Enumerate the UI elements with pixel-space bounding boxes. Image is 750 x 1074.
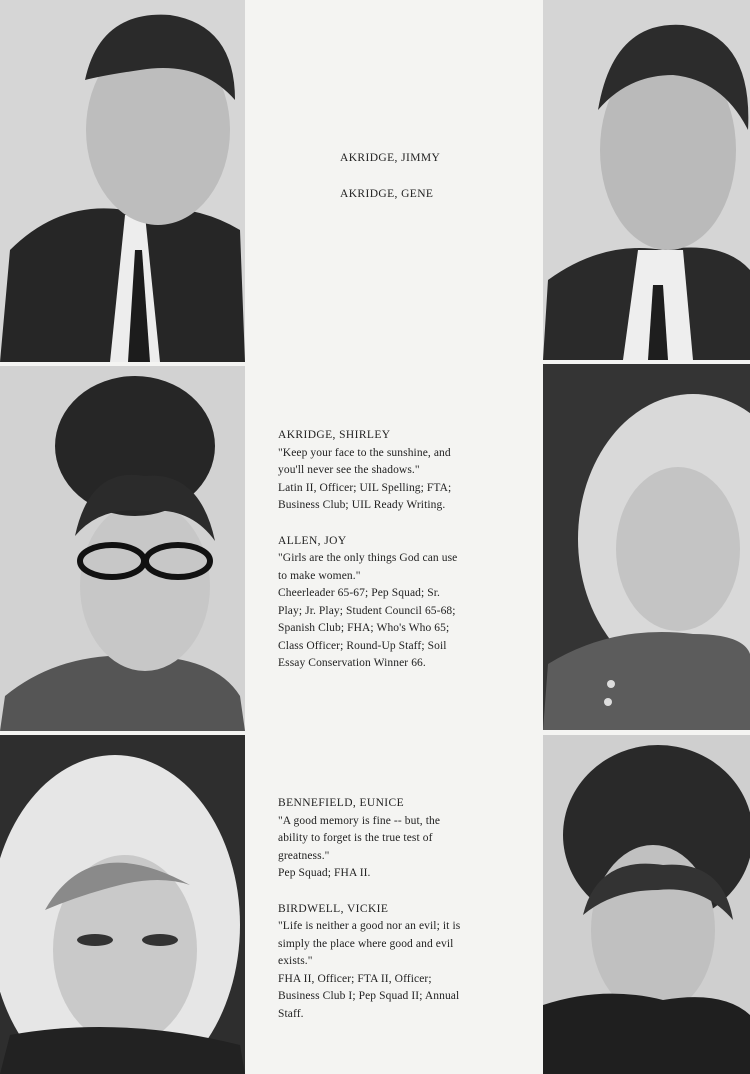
student-quote: exists." [278, 955, 313, 967]
caption-shirley-joy [278, 427, 457, 673]
student-quote: you'll never see the shadows." [278, 464, 420, 476]
portrait-photo-joy [543, 364, 750, 730]
student-activities: Cheerleader 65-67; Pep Squad; Sr. [278, 587, 441, 599]
caption-jimmy [340, 150, 440, 168]
student-name: AKRIDGE, SHIRLEY [278, 429, 391, 441]
student-activities: Class Officer; Round-Up Staff; Soil [278, 639, 447, 652]
portrait-photo-eunice [0, 735, 245, 1074]
student-quote: "Girls are the only things God can use [278, 552, 458, 564]
student-activities: Pep Squad; FHA II. [278, 867, 371, 879]
student-activities: Business Club; UIL Ready Writing. [278, 499, 446, 511]
student-name: AKRIDGE, GENE [340, 188, 434, 200]
student-quote: "A good memory is fine -- but, the [278, 814, 441, 827]
student-quote: "Keep your face to the sunshine, and [278, 446, 451, 459]
student-quote: simply the place where good and evil [278, 937, 454, 950]
student-name: ALLEN, JOY [278, 534, 347, 547]
portrait-photo-gene [543, 0, 750, 360]
student-activities: Play; Jr. Play; Student Council 65-68; [278, 604, 456, 617]
portrait-photo-vickie [543, 735, 750, 1074]
student-quote: "Life is neither a good nor an evil; it is [278, 920, 461, 932]
student-activities: FHA II, Officer; FTA II, Officer; [278, 972, 432, 985]
student-activities: Latin II, Officer; UIL Spelling; FTA; [278, 481, 452, 494]
caption-eunice-vickie [278, 795, 460, 1023]
student-quote: greatness." [278, 849, 330, 862]
student-activities: Essay Conservation Winner 66. [278, 657, 426, 669]
student-activities: Business Club I; Pep Squad II; Annual [278, 990, 460, 1002]
student-quote: ability to forget is the true test of [278, 832, 433, 844]
student-activities: Spanish Club; FHA; Who's Who 65; [278, 622, 450, 634]
portrait-photo-jimmy [0, 0, 245, 362]
student-activities: Staff. [278, 1007, 304, 1020]
student-name: AKRIDGE, JIMMY [340, 152, 441, 164]
caption-gene [340, 186, 433, 204]
portrait-photo-shirley [0, 366, 245, 731]
student-quote: to make women." [278, 569, 361, 582]
student-name: BIRDWELL, VICKIE [278, 902, 389, 915]
student-name: BENNEFIELD, EUNICE [278, 797, 405, 809]
